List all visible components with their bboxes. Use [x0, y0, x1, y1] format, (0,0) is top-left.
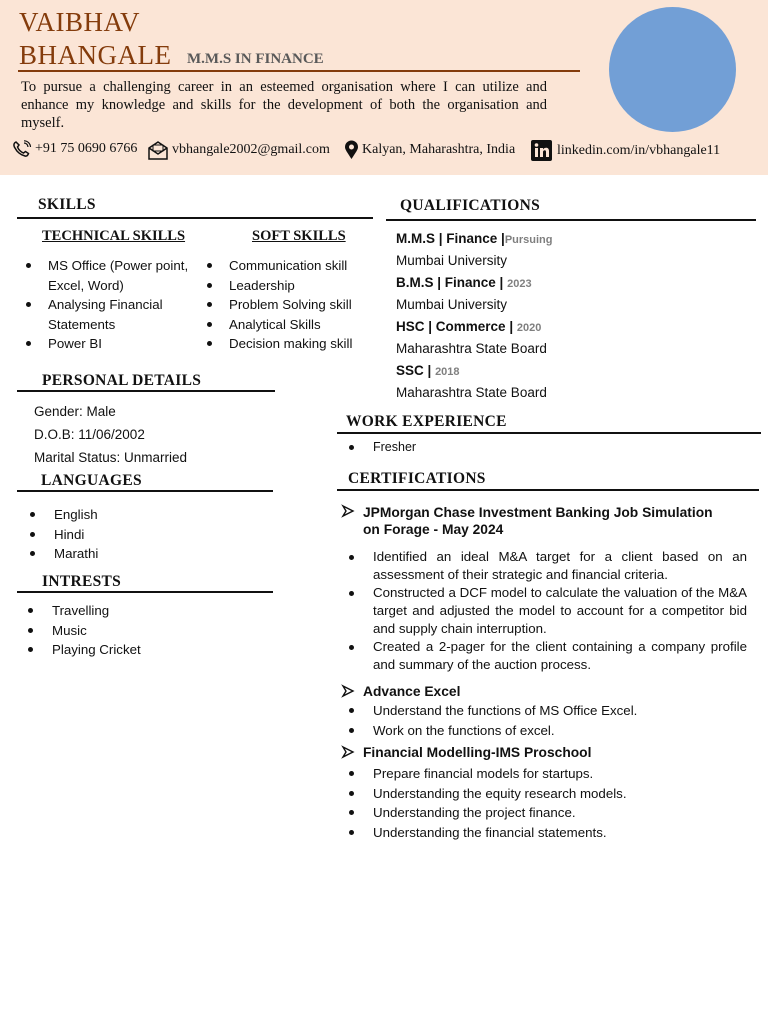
list-item-text: Prepare financial models for startups.: [373, 766, 594, 781]
qualifications-rule: [386, 219, 756, 221]
email-icon: [147, 140, 169, 160]
list-item-text: MS Office (Power point, Excel, Word): [48, 258, 189, 293]
job-subtitle: M.M.S IN FINANCE: [187, 51, 324, 67]
list-item: [24, 295, 204, 334]
work-experience-heading: WORK EXPERIENCE: [346, 413, 507, 430]
personal-details-heading: PERSONAL DETAILS: [42, 372, 202, 389]
list-item-text: Fresher: [373, 440, 417, 454]
name-divider: [18, 70, 580, 72]
list-item: [24, 256, 204, 295]
certification-title: [341, 745, 721, 762]
qualifications-heading: QUALIFICATIONS: [400, 197, 540, 214]
degree-name: HSC | Commerce |: [396, 319, 514, 334]
dob-text: D.O.B: 11/06/2002: [34, 427, 145, 442]
list-item-text: Understand the functions of MS Office Excel.: [373, 703, 638, 718]
institution-name: Maharashtra State Board: [396, 385, 547, 400]
certification-points: [349, 701, 747, 740]
gender-text: Gender: Male: [34, 404, 116, 419]
list-item: [28, 640, 228, 660]
list-item: [349, 584, 747, 638]
certification-name: JPMorgan Chase Investment Banking Job Simulation on Forage - May 2024: [363, 505, 713, 537]
degree-name: SSC |: [396, 363, 432, 378]
certification-title: [341, 684, 721, 701]
list-item-text: Identified an ideal M&A target for a client based on an assessment of their strategic and financial criteria.: [373, 549, 747, 582]
degree-name: M.M.S | Finance |: [396, 231, 505, 246]
list-item-text: Travelling: [52, 603, 110, 618]
list-item-text: Understanding the financial statements.: [373, 824, 607, 840]
contact-location: [344, 140, 515, 160]
location-text: Kalyan, Maharashtra, India: [362, 142, 516, 157]
list-item: [30, 544, 230, 564]
certification-title: [341, 504, 721, 538]
list-item: [349, 803, 747, 823]
contact-email[interactable]: [147, 140, 330, 160]
list-item-text: Hindi: [54, 526, 85, 542]
list-item: [24, 334, 204, 354]
list-item: [349, 548, 747, 584]
list-item: [349, 823, 747, 843]
list-item: [30, 525, 230, 545]
list-item-text: Leadership: [229, 277, 295, 293]
list-item-text: Music: [52, 622, 87, 638]
interests-heading: INTRESTS: [42, 573, 122, 590]
email-address[interactable]: vbhangale2002@gmail.com: [172, 142, 330, 157]
languages-heading: LANGUAGES: [41, 472, 142, 489]
career-objective: To pursue a challenging career in an esteemed organisation where I can utilize and enhance my knowledge and skills for the development of both the organisation and myself.: [21, 79, 547, 131]
certifications-rule: [337, 489, 759, 491]
list-item: [349, 764, 747, 784]
list-item-text: Analytical Skills: [229, 316, 321, 332]
soft-skills-heading: SOFT SKILLS: [252, 228, 346, 244]
phone-number: +91 75 0690 6766: [35, 141, 138, 156]
phone-icon: [12, 140, 32, 158]
last-name: BHANGALE: [19, 40, 172, 70]
list-item: [349, 784, 747, 804]
degree-name: B.M.S | Finance |: [396, 275, 504, 290]
list-item: [349, 438, 729, 458]
interests-list: [28, 601, 228, 660]
institution-name: Maharashtra State Board: [396, 341, 547, 356]
work-experience-list: [349, 438, 729, 458]
institution-name: Mumbai University: [396, 297, 508, 312]
degree-year: Pursuing: [504, 234, 553, 246]
list-item-text: Decision making skill: [229, 336, 353, 351]
location-pin-icon: [344, 140, 359, 160]
arrow-bullet-icon: [341, 684, 363, 701]
contact-linkedin[interactable]: [531, 140, 720, 161]
list-item: [205, 295, 375, 315]
linkedin-icon: [531, 140, 552, 161]
certification-points: [349, 548, 747, 674]
list-item: [28, 601, 228, 621]
technical-skills-heading: TECHNICAL SKILLS: [42, 228, 186, 244]
list-item: [349, 638, 747, 674]
list-item-text: Playing Cricket: [52, 642, 141, 657]
list-item-text: Problem Solving skill: [229, 297, 352, 312]
list-item-text: Power BI: [48, 336, 102, 351]
list-item: [205, 256, 375, 276]
arrow-bullet-icon: [341, 745, 363, 762]
personal-details-rule: [17, 390, 275, 392]
degree-year: 2023: [507, 278, 532, 290]
list-item: [205, 315, 375, 335]
interests-rule: [17, 591, 273, 593]
qualification-item: [396, 275, 532, 290]
list-item: [28, 621, 228, 641]
degree-year: 2020: [516, 322, 542, 334]
contact-phone: [12, 140, 137, 158]
list-item-text: Constructed a DCF model to calculate the valuation of the M&A target and adjusted the model to account for a competitor bid and supply chain interruption.: [373, 585, 747, 636]
marital-status-text: Marital Status: Unmarried: [34, 450, 188, 465]
qualification-item: [396, 231, 553, 246]
languages-rule: [17, 490, 273, 492]
technical-skills-list: [24, 256, 204, 354]
list-item-text: Understanding the equity research models.: [373, 785, 627, 801]
list-item-text: Created a 2-pager for the client containing a company profile and summary of the auction process.: [373, 639, 747, 672]
profile-photo-placeholder: [609, 7, 736, 132]
header-band: [0, 0, 768, 175]
list-item: [30, 505, 230, 525]
list-item-text: Marathi: [54, 546, 99, 561]
certification-points: [349, 764, 747, 842]
certification-name: Financial Modelling-IMS Proschool: [363, 745, 592, 760]
soft-skills-list: [205, 256, 375, 354]
list-item-text: English: [54, 507, 98, 522]
list-item-text: Communication skill: [229, 258, 348, 273]
qualification-item: [396, 319, 541, 334]
list-item-text: Analysing Financial Statements: [48, 297, 163, 332]
list-item: [205, 276, 375, 296]
qualification-item: [396, 363, 460, 378]
first-name: VAIBHAV: [19, 7, 141, 37]
linkedin-url[interactable]: linkedin.com/in/vbhangale11: [557, 142, 721, 158]
skills-heading: SKILLS: [38, 196, 96, 213]
institution-name: Mumbai University: [396, 253, 508, 268]
list-item-text: Work on the functions of excel.: [373, 722, 555, 738]
list-item: [205, 334, 375, 354]
certification-name: Advance Excel: [363, 684, 461, 699]
degree-year: 2018: [435, 366, 460, 378]
list-item-text: Understanding the project finance.: [373, 805, 576, 820]
work-experience-rule: [337, 432, 761, 434]
certifications-heading: CERTIFICATIONS: [348, 470, 486, 487]
languages-list: [30, 505, 230, 564]
list-item: [349, 721, 747, 741]
arrow-bullet-icon: [341, 504, 363, 538]
list-item: [349, 701, 747, 721]
skills-rule: [17, 217, 373, 219]
